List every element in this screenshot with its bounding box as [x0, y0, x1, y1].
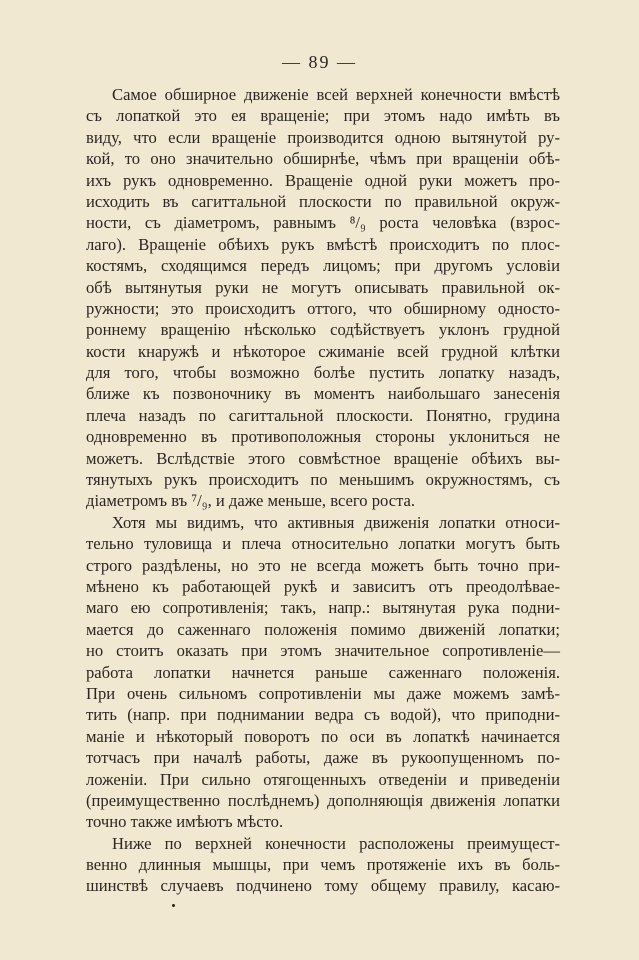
text-line: лаго). Вращенiе обѣихъ рукъ вмѣстѣ происходитъ по плос-: [86, 234, 560, 254]
text-line: ихъ рукъ одновременно. Вращенiе одной руки можетъ про-: [86, 170, 560, 190]
body-text: [86, 84, 560, 897]
text-line: для того, чтобы возможно болѣе пустить лопатку назадъ,: [86, 363, 560, 383]
text-line: костямъ, сходящимся передъ лицомъ; при другомъ условiи: [86, 256, 560, 276]
text-line: работа лопатки начнется раньше саженнаго положенiя.: [86, 662, 560, 682]
text-line: тянутыхъ рукъ происходитъ по меньшимъ окружностямъ, съ: [86, 470, 560, 490]
text-line: тельно туловища и плеча относительно лопатки могутъ быть: [86, 534, 560, 554]
text-line: строго раздѣлены, но это не всегда можетъ быть точно при-: [86, 555, 560, 575]
text-line: исходить въ сагиттальной плоскости по правильной окруж-: [86, 191, 560, 211]
paragraph-2: [86, 512, 560, 833]
ink-speck: [172, 904, 175, 907]
text-line: Хотя мы видимъ, что активныя движенiя лопатки относи-: [112, 512, 560, 532]
text-line: роннему вращенiю нѣсколько содѣйствуетъ уклонъ грудной: [86, 320, 560, 340]
text-line: кой, то оно значительно обширнѣе, чѣмъ при вращенiи обѣ-: [86, 149, 560, 169]
text-line: мается до саженнаго положенiя помимо движенiй лопатки;: [86, 619, 560, 639]
text-line: точно также имѣютъ мѣсто.: [86, 812, 284, 832]
text-line: венно длинныя мышцы, при чемъ протяженiе ихъ въ боль-: [86, 855, 560, 875]
paragraph-1: [86, 84, 560, 512]
text-line: тотчасъ при началѣ работы, даже въ рукоопущенномъ по-: [86, 748, 560, 768]
text-line: манiе и нѣкоторый поворотъ по оси въ лопаткѣ начинается: [86, 726, 560, 746]
text-line: кости кнаружѣ и нѣкоторое сжиманiе всей грудной клѣтки: [86, 341, 560, 361]
text-line: ближе къ позвоночнику въ моментъ наибольшаго занесенiя: [86, 384, 560, 404]
text-line: шинствѣ случаевъ подчинено тому общему правилу, касаю-: [86, 876, 560, 896]
text-line: виду, что если вращенiе производится одною вытянутой ру-: [86, 127, 560, 147]
text-line: обѣ вытянутыя руки не могутъ описывать правильной ок-: [86, 277, 560, 297]
paragraph-3: [86, 833, 560, 897]
text-line: дiаметромъ въ ⁷/₉, и даже меньше, всего роста.: [86, 491, 416, 511]
text-line: но стоитъ оказать при этомъ значительное сопротивленiе—: [86, 641, 560, 661]
text-line: съ лопаткой это ея вращенiе; при этомъ надо имѣть въ: [86, 106, 560, 126]
text-line: ности, съ дiаметромъ, равнымъ ⁸/₉ роста человѣка (взрос-: [86, 213, 560, 233]
text-line: можетъ. Вслѣдствiе этого совмѣстное вращенiе обѣихъ вы-: [86, 448, 560, 468]
text-line: Ниже по верхней конечности расположены преимущест-: [112, 833, 560, 853]
text-line: мѣнено къ работающей рукѣ и зависитъ отъ преодолѣвае-: [86, 576, 560, 596]
text-line: ложенiи. При сильно отягощенныхъ отведенiи и приведенiи: [86, 769, 560, 789]
text-line: (преимущественно послѣднемъ) дополняющiя движенiя лопатки: [86, 790, 560, 810]
text-line: тить (напр. при поднимании ведра съ водой), что приподни-: [86, 705, 560, 725]
text-line: При очень сильномъ сопротивленiи мы даже можемъ замѣ-: [86, 683, 560, 703]
page-number: — 89 —: [282, 52, 357, 72]
text-line: маго ею сопротивленiя; такъ, напр.: вытянутая рука подни-: [86, 598, 560, 618]
text-line: плеча назадъ по сагиттальной плоскости. Понятно, грудина: [86, 405, 560, 425]
text-line: ружности; это происходитъ оттого, что обширному односто-: [86, 298, 560, 318]
text-line: одновременно въ противоположныя стороны уклониться не: [86, 427, 560, 447]
text-line: Самое обширное движенiе всей верхней конечности вмѣстѣ: [112, 85, 560, 104]
